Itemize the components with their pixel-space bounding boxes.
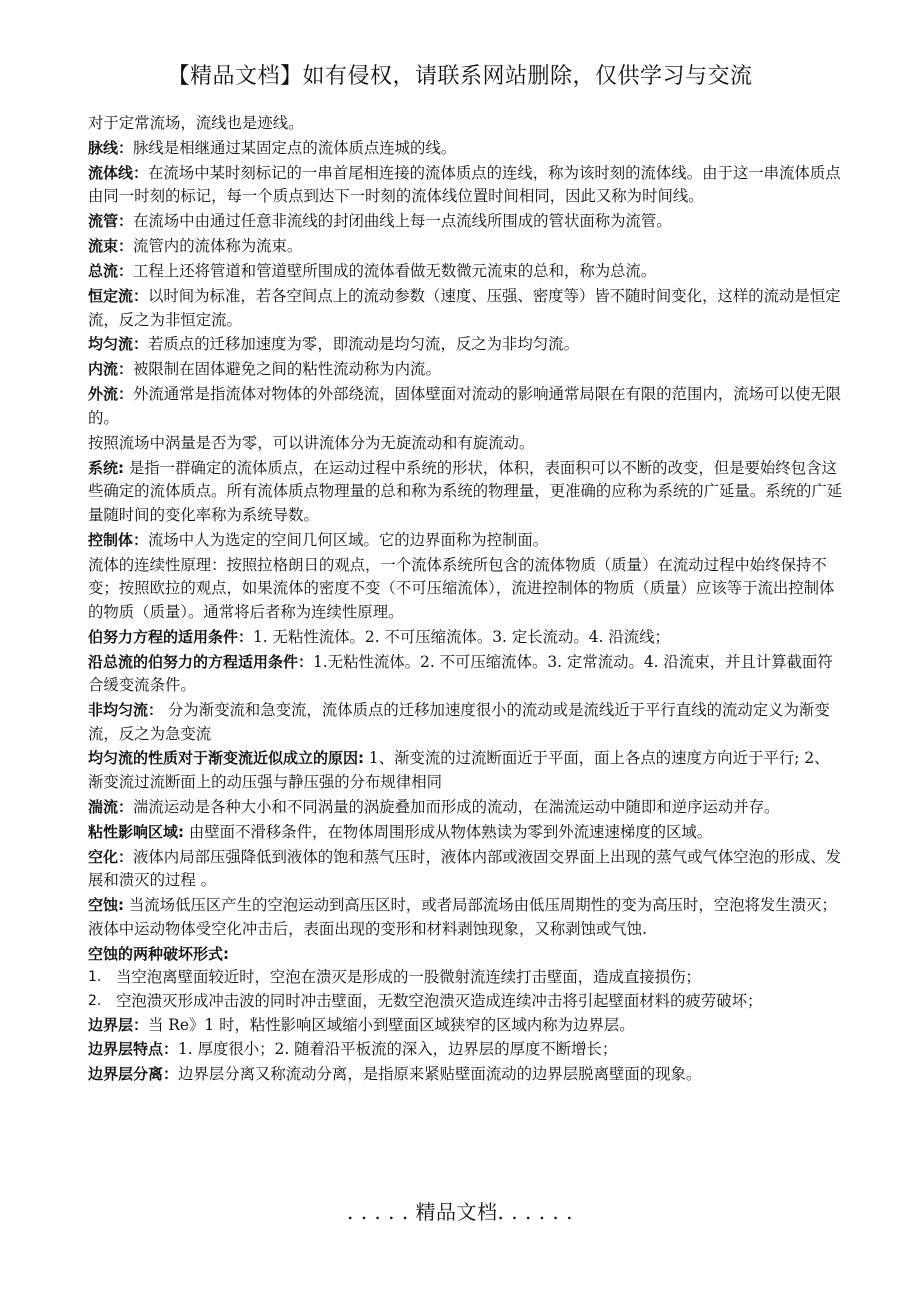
paragraph-text: 若质点的迁移加速度为零，即流动是均匀流，反之为非均匀流。 [148, 335, 579, 354]
paragraph [88, 651, 844, 698]
paragraph [88, 137, 844, 161]
paragraph [88, 260, 844, 284]
paragraph-text: 脉线是相继通过某固定点的流体质点连城的线。 [133, 138, 457, 157]
paragraph [88, 210, 844, 234]
term-label: 流管： [88, 212, 134, 231]
paragraph [88, 1014, 844, 1038]
paragraph-text: 1、渐变流的过流断面近于平面，面上各点的速度方向近于平行; 2、渐变流过流断面上的动压强与静压强的分布规律相同 [88, 749, 830, 792]
paragraph-text: 由壁面不滑移条件，在物体周围形成从物体熟读为零到外流速速梯度的区域。 [184, 822, 713, 841]
paragraph [88, 333, 844, 357]
paragraph [88, 358, 844, 382]
paragraph [88, 626, 844, 650]
term-label: 湍流： [88, 797, 134, 816]
paragraph-text: 流管内的流体称为流束。 [133, 237, 303, 256]
term-label: 沿总流的伯努力的方程适用条件： [88, 652, 314, 671]
term-label: 边界层分离： [88, 1065, 179, 1084]
paragraph-text: 1. 无粘性流体。2. 不可压缩流体。3. 定长流动。4. 沿流线； [253, 627, 670, 646]
paragraph-text: 当流场低压区产生的空泡运动到高压区时，或者局部流场由低压周期性的变为高压时，空泡将发生溃灭；液体中运动物体受空化冲击后，表面出现的变形和材料剥蚀现象，又称剥蚀或气蚀. [88, 896, 837, 938]
page-footer: . . . . . 精品文档. . . . . . [346, 1200, 573, 1224]
paragraph [88, 1038, 844, 1062]
paragraph [88, 235, 844, 259]
paragraph [88, 894, 844, 941]
paragraph [88, 846, 844, 893]
term-label: 空化： [88, 847, 134, 866]
term-label: 总流： [88, 262, 134, 281]
term-label: 边界层： [88, 1015, 149, 1034]
paragraph-text: 1. 厚度很小；2. 随着沿平板流的深入，边界层的厚度不断增长； [178, 1040, 618, 1059]
term-label: 脉线： [88, 138, 134, 157]
term-label: 粘性影响区域: [88, 822, 184, 841]
paragraph-text: 在流场中某时刻标记的一串首尾相连接的流体质点的连线，称为该时刻的流体线。由于这一串流体质点由同一时刻的标记，每一个质点到达下一时刻的流体线位置时间相同，因此又称为时间线。 [88, 163, 841, 206]
paragraph-text: 湍流运动是各种大小和不同涡量的涡旋叠加而形成的流动，在湍流运动中随即和逆序运动并存。 [133, 797, 780, 816]
paragraph [88, 162, 844, 209]
list-item [88, 966, 844, 990]
list-item-text: 空泡溃灭形成冲击波的同时冲击壁面，无数空泡溃灭造成连续冲击将引起壁面材料的疲劳破坏； [116, 991, 763, 1010]
paragraph-text: 按照流场中涡量是否为零，可以讲流体分为无旋流动和有旋流动。 [88, 433, 535, 452]
paragraph [88, 432, 844, 456]
paragraph-text: 边界层分离又称流动分离，是指原来紧贴壁面流动的边界层脱离壁面的现象。 [178, 1065, 702, 1084]
page-header: 【精品文档】如有侵权，请联系网站删除，仅供学习与交流 [167, 64, 753, 89]
paragraph-text: 对于定常流场，流线也是迹线。 [88, 114, 304, 132]
numbered-list [88, 966, 844, 1013]
paragraph [88, 529, 844, 553]
term-label: 边界层特点： [88, 1040, 179, 1059]
paragraph-text: 分为渐变流和急变流，流体质点的迁移加速度很小的流动或是流线近于平行直线的流动定义为渐变流，反之为急变流 [88, 701, 830, 743]
document-body [88, 112, 844, 1087]
paragraph-text: 流场中人为选定的空间几何区域。它的边界面称为控制面。 [148, 530, 549, 549]
list-number: 2. [88, 992, 102, 1009]
paragraph-text: 在流场中由通过任意非流线的封闭曲线上每一点流线所围成的管状面称为流管。 [133, 212, 672, 231]
term-label: 空蚀的两种破坏形式: [88, 944, 229, 963]
paragraph [88, 699, 844, 746]
term-label: 非均匀流： [88, 701, 164, 719]
term-label: 伯努力方程的适用条件： [88, 627, 254, 646]
paragraph-text: 1.无粘性流体。2. 不可压缩流体。3. 定常流动。4. 沿流束，并且计算截面符合缓变流条件。 [88, 652, 833, 695]
paragraph-text: 以时间为标准，若各空间点上的流动参数（速度、压强、密度等）皆不随时间变化，这样的流动是恒定流，反之为非恒定流。 [88, 286, 841, 329]
term-label: 空蚀: [88, 896, 124, 915]
term-label: 控制体： [88, 530, 149, 549]
paragraph-text: 外流通常是指流体对物体的外部绕流，固体壁面对流动的影响通常局限在有限的范围内，流场可以使无限的。 [88, 385, 841, 427]
paragraph [88, 457, 844, 528]
term-label: 内流： [88, 360, 134, 379]
term-label: 系统: [88, 458, 124, 477]
list-item-text: 当空泡离壁面较近时，空泡在溃灭是形成的一股微射流连续打击壁面，造成直接损伤； [116, 968, 701, 987]
term-label: 流体线： [88, 163, 149, 182]
term-label: 均匀流的性质对于渐变流近似成立的原因: [88, 749, 365, 768]
paragraph [88, 821, 844, 845]
paragraph [88, 554, 844, 625]
paragraph-text: 当 Re》1 时，粘性影响区域缩小到壁面区域狭窄的区域内称为边界层。 [148, 1015, 635, 1034]
term-label: 流束： [88, 237, 134, 256]
paragraph-text: 液体内局部压强降低到液体的饱和蒸气压时，液体内部或液固交界面上出现的蒸气或气体空泡的形成、发展和溃灭的过程 。 [88, 847, 841, 890]
paragraph [88, 796, 844, 820]
term-label: 恒定流： [88, 286, 149, 305]
paragraph [88, 383, 844, 430]
paragraph [88, 285, 844, 332]
paragraph-group [88, 112, 844, 966]
paragraph [88, 112, 844, 136]
paragraph-group [88, 1014, 844, 1087]
list-item [88, 990, 844, 1014]
paragraph [88, 1063, 844, 1087]
list-number: 1. [88, 969, 102, 986]
paragraph-text: 是指一群确定的流体质点，在运动过程中系统的形状，体积，表面积可以不断的改变，但是要始终包含这些确定的流体质点。所有流体质点物理量的总和称为系统的物理量，更准确的应称为系统的广延量。系统的广延量随时间的变化率称为系统导数。 [88, 458, 843, 524]
term-label: 均匀流： [88, 335, 149, 354]
paragraph-text: 流体的连续性原理：按照拉格朗日的观点，一个流体系统所包含的流体物质（质量）在流动过程中始终保持不变；按照欧拉的观点，如果流体的密度不变（不可压缩流体），流进控制体的物质（质量）应该等于流出控制体的物质（质量）。通常将后者称为连续性原理。 [88, 555, 835, 621]
paragraph [88, 943, 844, 967]
paragraph [88, 747, 844, 794]
term-label: 外流： [88, 385, 134, 404]
paragraph-text: 被限制在固体避免之间的粘性流动称为内流。 [133, 360, 441, 379]
paragraph-text: 工程上还将管道和管道壁所围成的流体看做无数微元流束的总和，称为总流。 [133, 262, 657, 281]
